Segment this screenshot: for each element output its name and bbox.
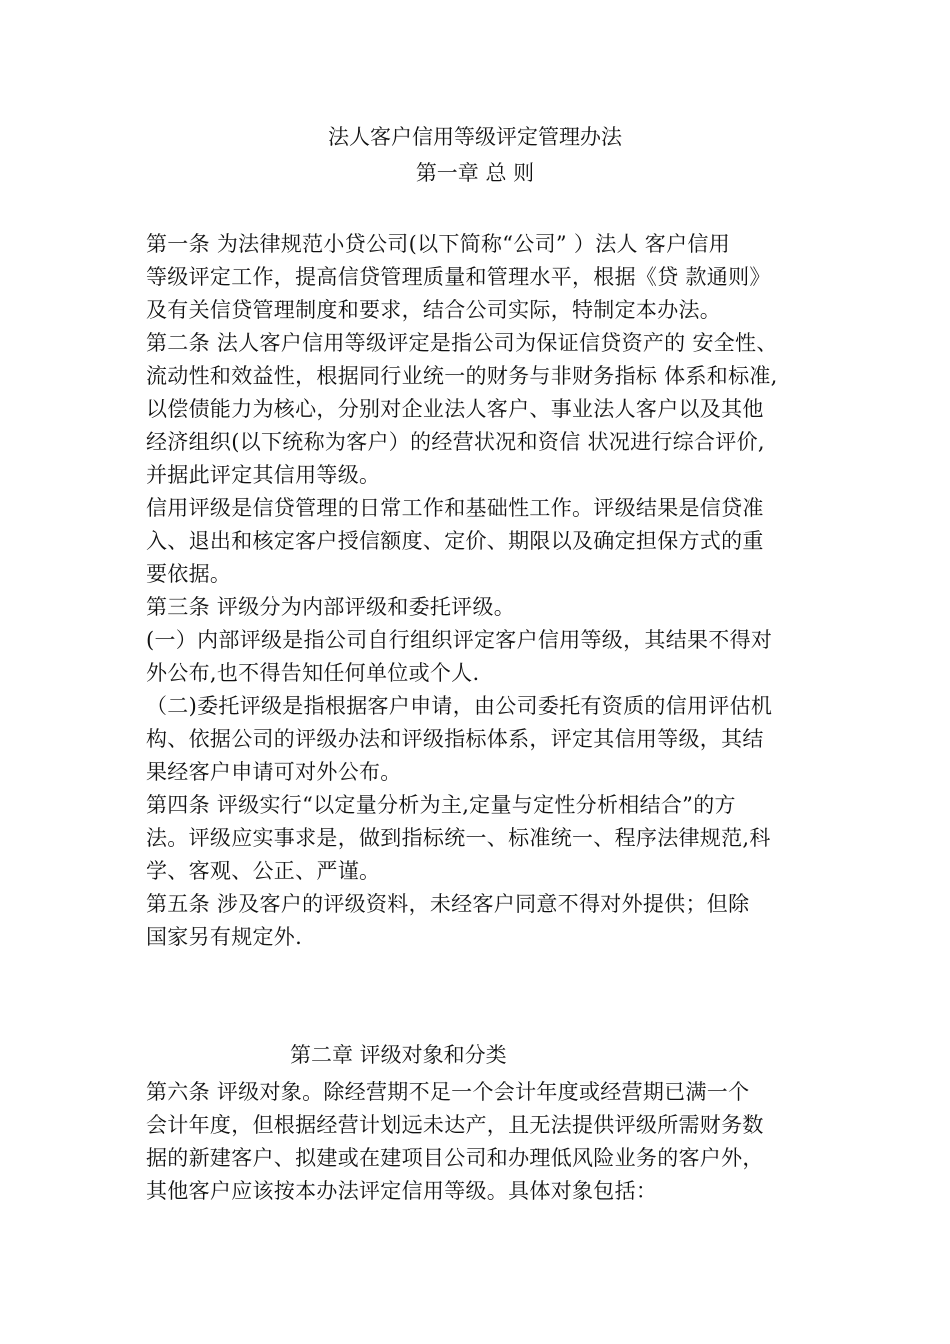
text-line: (一）内部评级是指公司自行组织评定客户信用等级，其结果不得对 <box>146 628 773 652</box>
text-line: 会计年度，但根据经营计划远未达产，且无法提供评级所需财务数 <box>146 1113 764 1137</box>
text-line: 第六条 评级对象。除经营期不足一个会计年度或经营期已满一个 <box>146 1080 750 1104</box>
body-block-2 <box>146 1076 818 1208</box>
text-line: 及有关信贷管理制度和要求，结合公司实际，特制定本办法。 <box>146 298 722 322</box>
text-line: 要依据。 <box>146 562 232 586</box>
text-line: 构、依据公司的评级办法和评级指标体系，评定其信用等级，其结 <box>146 727 764 751</box>
text-line: 并据此评定其信用等级。 <box>146 463 381 487</box>
text-line: 法。评级应实事求是，做到指标统一、标准统一、程序法律规范,科 <box>146 826 771 850</box>
text-line: 果经客户申请可对外公布。 <box>146 760 402 784</box>
chapter-2-heading: 第二章 评级对象和分类 <box>290 1043 507 1067</box>
text-line: 入、退出和核定客户授信额度、定价、期限以及确定担保方式的重 <box>146 529 764 553</box>
text-line: 等级评定工作，提高信贷管理质量和管理水平，根据《贷 款通则》 <box>146 265 771 289</box>
text-line: 信用评级是信贷管理的日常工作和基础性工作。评级结果是信贷准 <box>146 496 764 520</box>
text-line: 学、客观、公正、严谨。 <box>146 859 381 883</box>
text-line: 第四条 评级实行“以定量分析为主,定量与定性分析相结合”的方 <box>146 793 736 817</box>
body-block-1 <box>146 228 818 954</box>
text-line: （二)委托评级是指根据客户申请，由公司委托有资质的信用评估机 <box>146 694 773 718</box>
text-line: 国家另有规定外. <box>146 925 303 949</box>
text-line: 外公布,也不得告知任何单位或个人. <box>146 661 480 685</box>
text-line: 第二条 法人客户信用等级评定是指公司为保证信贷资产的 安全性、 <box>146 331 778 355</box>
text-line: 第三条 评级分为内部评级和委托评级。 <box>146 595 516 619</box>
text-line: 其他客户应该按本办法评定信用等级。具体对象包括： <box>146 1179 658 1203</box>
chapter-1-heading: 第一章 总 则 <box>415 161 535 185</box>
text-line: 以偿债能力为核心，分别对企业法人客户、事业法人客户以及其他 <box>146 397 764 421</box>
text-line: 第五条 涉及客户的评级资料，未经客户同意不得对外提供；但除 <box>146 892 750 916</box>
text-line: 经济组织(以下统称为客户）的经营状况和资信 状况进行综合评价, <box>146 430 765 454</box>
text-line: 据的新建客户、拟建或在建项目公司和办理低风险业务的客户外， <box>146 1146 764 1170</box>
text-line: 流动性和效益性，根据同行业统一的财务与非财务指标 体系和标准, <box>146 364 778 388</box>
document-title: 法人客户信用等级评定管理办法 <box>328 125 622 149</box>
text-line: 第一条 为法律规范小贷公司(以下简称“公司” ）法人 客户信用 <box>146 232 730 256</box>
